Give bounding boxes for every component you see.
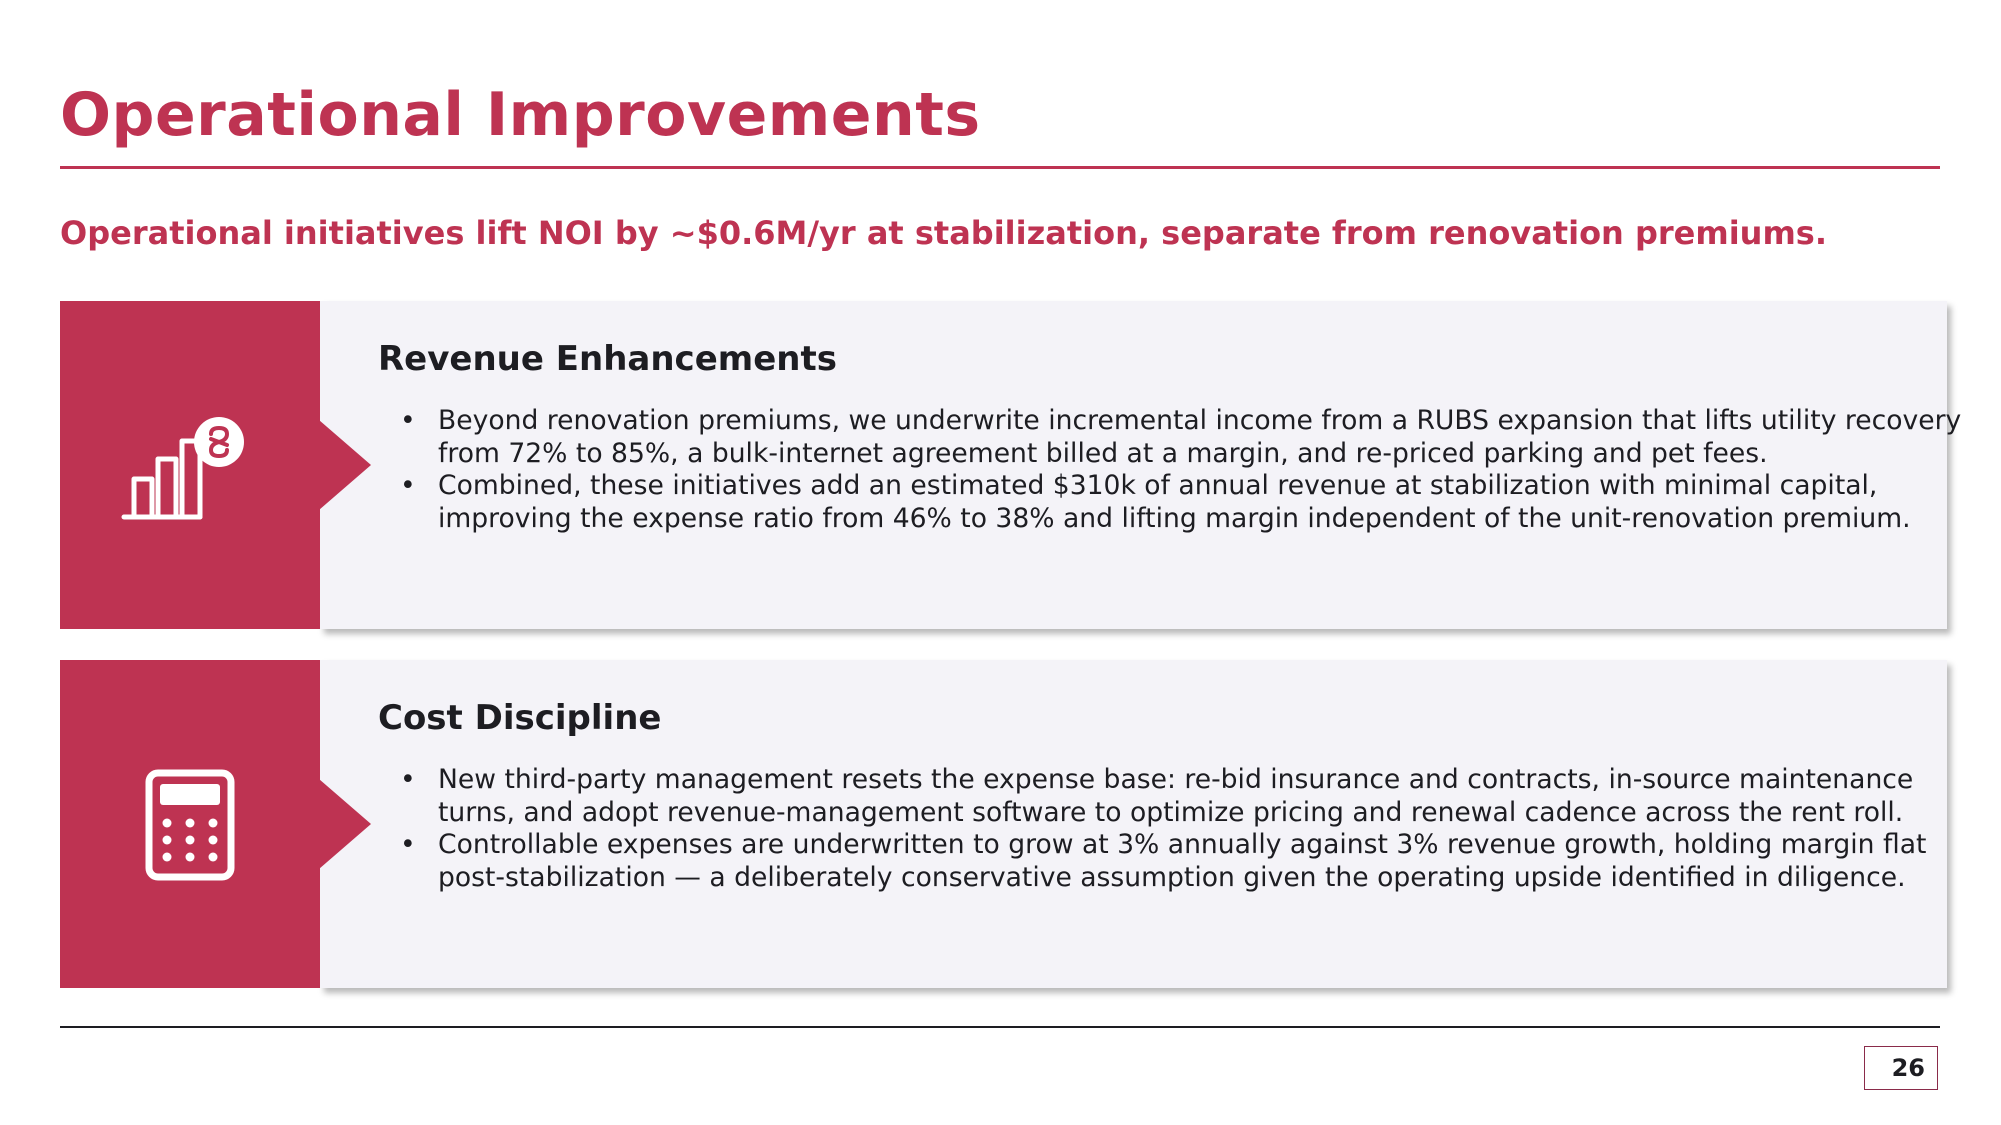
footer-divider [60,1026,1940,1028]
card-arrow [319,420,371,510]
card-icon-box [60,301,320,629]
slide-title: Operational Improvements [60,80,981,150]
revenue-enhancements-card [60,301,1962,629]
page-number: 26 [1864,1046,1938,1090]
card-bullet: • Beyond renovation premiums, we underwrite incremental income from a RUBS expansion that lifts utility recovery from 72% to 85%, a bulk-internet agreement billed at a margin, and re-priced parking and pet fees. [378,405,1968,470]
slide-subtitle: Operational initiatives lift NOI by ~$0.6M/yr at stabilization, separate from renovation premiums. [60,214,1827,252]
bar-chart-dollar-icon [110,385,270,545]
card-bullet-list [378,764,1968,895]
card-bullet-list [378,405,1968,536]
title-divider [60,166,1940,169]
card-icon-box [60,660,320,988]
card-bullet: • Controllable expenses are underwritten to grow at 3% annually against 3% revenue growth, holding margin flat post-stabilization — a deliberately conservative assumption given the operating upside identified in diligence. [378,829,1968,894]
card-bullet: • Combined, these initiatives add an estimated $310k of annual revenue at stabilization with minimal capital, improving the expense ratio from 46% to 38% and lifting margin independent of the unit-renovation premium. [378,470,1968,535]
card-heading: Revenue Enhancements [378,339,837,379]
card-arrow [319,779,371,869]
card-heading: Cost Discipline [378,698,662,738]
calculator-icon [110,744,270,904]
card-bullet: • New third-party management resets the expense base: re-bid insurance and contracts, in-source maintenance turns, and adopt revenue-management software to optimize pricing and renewal cadence across the rent roll. [378,764,1968,829]
cost-discipline-card [60,660,1948,988]
